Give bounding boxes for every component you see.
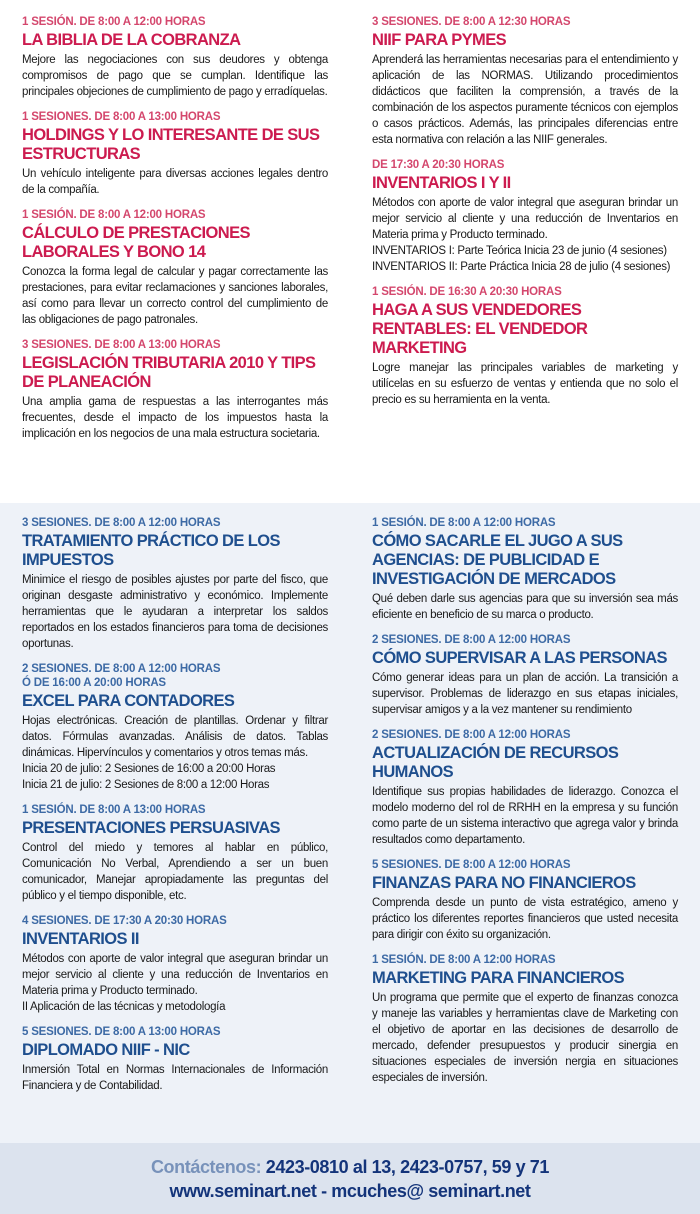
course-schedule: 3 SESIONES. DE 8:00 A 12:00 HORAS (22, 517, 221, 529)
bottom-section (0, 503, 700, 1143)
course-description (22, 713, 328, 793)
course-block (372, 858, 678, 943)
course-schedule: 1 SESIÓN. DE 8:00 A 12:00 HORAS (22, 16, 206, 28)
course-description: Un vehículo inteligente para diversas acciones legales dentro de la compañía. (22, 168, 328, 196)
bottom-left-column (0, 503, 350, 1143)
course-schedule: 3 SESIONES. DE 8:00 A 13:00 HORAS (22, 339, 221, 351)
course-block (372, 633, 678, 718)
course-title: PRESENTACIONES PERSUASIVAS (22, 819, 280, 837)
course-schedule: 1 SESIÓN. DE 8:00 A 12:00 HORAS (372, 954, 556, 966)
course-block (372, 516, 678, 623)
course-schedule: 4 SESIONES. DE 17:30 A 20:30 HORAS (22, 915, 227, 927)
course-title: CÓMO SACARLE EL JUGO A SUS AGENCIAS: DE PUBLICIDAD E INVESTIGACIÓN DE MERCADOS (372, 532, 623, 588)
course-schedule: 2 SESIONES. DE 8:00 A 12:00 HORAS (372, 634, 571, 646)
course-schedule: 2 SESIONES. DE 8:00 A 12:00 HORAS (372, 729, 571, 741)
course-title: TRATAMIENTO PRÁCTICO DE LOS IMPUESTOS (22, 532, 280, 569)
description-line: INVENTARIOS II: Parte Práctica Inicia 28 de julio (4 sesiones) (372, 261, 671, 273)
course-schedule: DE 17:30 A 20:30 HORAS (372, 159, 505, 171)
course-title: ACTUALIZACIÓN DE RECURSOS HUMANOS (372, 744, 619, 781)
course-schedule: 3 SESIONES. DE 8:00 A 12:30 HORAS (372, 16, 571, 28)
course-description: Logre manejar las principales variables de marketing y utilícelas en su esfuerzo de ventas y entienda que no solo el precio es su herramienta en la venta. (372, 362, 678, 406)
course-title: CÓMO SUPERVISAR A LAS PERSONAS (372, 649, 667, 667)
course-description: Cómo generar ideas para un plan de acción. La transición a supervisor. Problemas de liderazgo en sus etapas iniciales, supervisar amigos y a la vez mantener su rendimiento (372, 672, 678, 716)
course-schedule: 1 SESIÓN. DE 8:00 A 13:00 HORAS (22, 804, 206, 816)
course-block (372, 158, 678, 275)
course-description (22, 951, 328, 1015)
website-email-link[interactable]: www.seminart.net - mcuches@ seminart.net (169, 1181, 531, 1201)
course-description: Comprenda desde un punto de vista estratégico, ameno y práctico los diferentes reportes financieros que usted necesita para dirigir con éxito su organización. (372, 897, 678, 941)
course-title: HOLDINGS Y LO INTERESANTE DE SUS ESTRUCTURAS (22, 126, 320, 163)
course-title: MARKETING PARA FINANCIEROS (372, 969, 625, 987)
course-title: EXCEL PARA CONTADORES (22, 692, 235, 710)
course-title: HAGA A SUS VENDEDORES RENTABLES: EL VENDEDOR MARKETING (372, 301, 588, 357)
course-description: Conozca la forma legal de calcular y pagar correctamente las prestaciones, para evitar reclamaciones y sanciones laborales, así como para llevar un correcto control del cumplimiento de las obligaciones de pago patronales. (22, 266, 328, 326)
course-description (372, 195, 678, 275)
course-title: INVENTARIOS II (22, 930, 139, 948)
course-schedule: 5 SESIONES. DE 8:00 A 12:00 HORAS (372, 859, 571, 871)
course-schedule: 1 SESIÓN. DE 8:00 A 12:00 HORAS (372, 517, 556, 529)
top-section (0, 0, 700, 503)
description-text: Hojas electrónicas. Creación de plantillas. Ordenar y filtrar datos. Fórmulas avanzadas. Análisis de datos. Tablas dinámicas. Hipervínculos y comentarios y otros temas más. (22, 715, 328, 759)
contact-footer (0, 1143, 700, 1214)
course-block (372, 953, 678, 1086)
course-description: Qué deben darle sus agencias para que su inversión sea más eficiente en beneficio de su marca o producto. (372, 593, 678, 621)
course-block (372, 15, 678, 148)
description-line: Inicia 21 de julio: 2 Sesiones de 8:00 a 12:00 Horas (22, 779, 270, 791)
course-schedule: 1 SESIÓN. DE 8:00 A 12:00 HORAS (22, 209, 206, 221)
top-left-column (0, 0, 350, 503)
course-block (22, 516, 328, 652)
description-line: Inicia 20 de julio: 2 Sesiones de 16:00 a 20:00 Horas (22, 763, 276, 775)
course-description: Minimice el riesgo de posibles ajustes por parte del fisco, que originan desgaste administrativo y económico. Implemente herramientas que le ayudaran a interpretar los saldos reportados en los estados financieros para toma de decisiones oportunas. (22, 574, 328, 650)
course-title: LEGISLACIÓN TRIBUTARIA 2010 Y TIPS DE PLANEACIÓN (22, 354, 316, 391)
course-block (22, 1025, 328, 1094)
course-schedule: 1 SESIONES. DE 8:00 A 13:00 HORAS (22, 111, 221, 123)
course-block (22, 338, 328, 442)
top-right-column (350, 0, 700, 503)
contact-line (0, 1155, 700, 1179)
course-block (372, 285, 678, 408)
phone-numbers: 2423-0810 al 13, 2423-0757, 59 y 71 (261, 1157, 550, 1177)
course-schedule: 2 SESIONES. DE 8:00 A 12:00 HORAS (22, 663, 221, 675)
course-description: Inmersión Total en Normas Internacionales de Información Financiera y de Contabilidad. (22, 1064, 328, 1092)
course-title: NIIF PARA PYMES (372, 31, 507, 49)
course-title: CÁLCULO DE PRESTACIONES LABORALES Y BONO 14 (22, 224, 250, 261)
course-block (22, 15, 328, 100)
course-description: Una amplia gama de respuestas a las interrogantes más frecuentes, desde el impacto de los impuestos hasta la implicación en los negocios de una mala estructura societaria. (22, 396, 328, 440)
course-description: Identifique sus propias habilidades de liderazgo. Conozca el modelo moderno del rol de RRHH en la empresa y su función como parte de un sistema interactivo que agrega valor y brinda resultados como departamento. (372, 786, 678, 846)
course-block (22, 208, 328, 328)
course-title: INVENTARIOS I Y II (372, 174, 511, 192)
contact-label: Contáctenos: (150, 1157, 262, 1177)
course-block (22, 914, 328, 1015)
course-description: Control del miedo y temores al hablar en público, Comunicación No Verbal, Aprendiendo a ser un buen comunicador, Manejar apropiadamente las preguntas del público y el tiempo disponible, etc. (22, 842, 328, 902)
bottom-right-column (350, 503, 700, 1143)
course-block (22, 662, 328, 793)
course-title: LA BIBLIA DE LA COBRANZA (22, 31, 241, 49)
description-text: Métodos con aporte de valor integral que aseguran brindar un mejor servicio al cliente y una reducción de Inventarios en Materia prima y Producto terminado. (372, 197, 678, 241)
course-schedule-alt: Ó DE 16:00 A 20:00 HORAS (22, 677, 166, 689)
course-description: Mejore las negociaciones con sus deudores y obtenga compromisos de pago que se cumplan. Identifique las principales objeciones de cumplimiento de pago y erradíquelas. (22, 54, 328, 98)
course-block (22, 110, 328, 198)
description-line: II Aplicación de las técnicas y metodología (22, 1001, 226, 1013)
course-title: DIPLOMADO NIIF - NIC (22, 1041, 190, 1059)
course-description: Un programa que permite que el experto de finanzas conozca y maneje las variables y herramientas clave de Marketing con el objetivo de aportar en las decisiones de desarrollo de mercado, defender presupuestos y producir sinergia en situaciones especiales de inversión nergia en situaciones especiales de inversión. (372, 992, 678, 1084)
course-description: Aprenderá las herramientas necesarias para el entendimiento y aplicación de las NORMAS. Utilizando procedimientos didácticos que faciliten la comprensión, a través de la combinación de los aspectos puramente técnicos con ejemplos o casos prácticos. Además, las principales diferencias entre esta normativa con relación a las NIIF generales. (372, 54, 678, 146)
description-line: INVENTARIOS I: Parte Teórica Inicia 23 de junio (4 sesiones) (372, 245, 667, 257)
course-title: FINANZAS PARA NO FINANCIEROS (372, 874, 636, 892)
course-schedule: 1 SESIÓN. DE 16:30 A 20:30 HORAS (372, 286, 562, 298)
course-block (22, 803, 328, 904)
description-text: Métodos con aporte de valor integral que aseguran brindar un mejor servicio al cliente y una reducción de Inventarios en Materia prima y Producto terminado. (22, 953, 328, 997)
course-schedule: 5 SESIONES. DE 8:00 A 13:00 HORAS (22, 1026, 221, 1038)
course-block (372, 728, 678, 848)
